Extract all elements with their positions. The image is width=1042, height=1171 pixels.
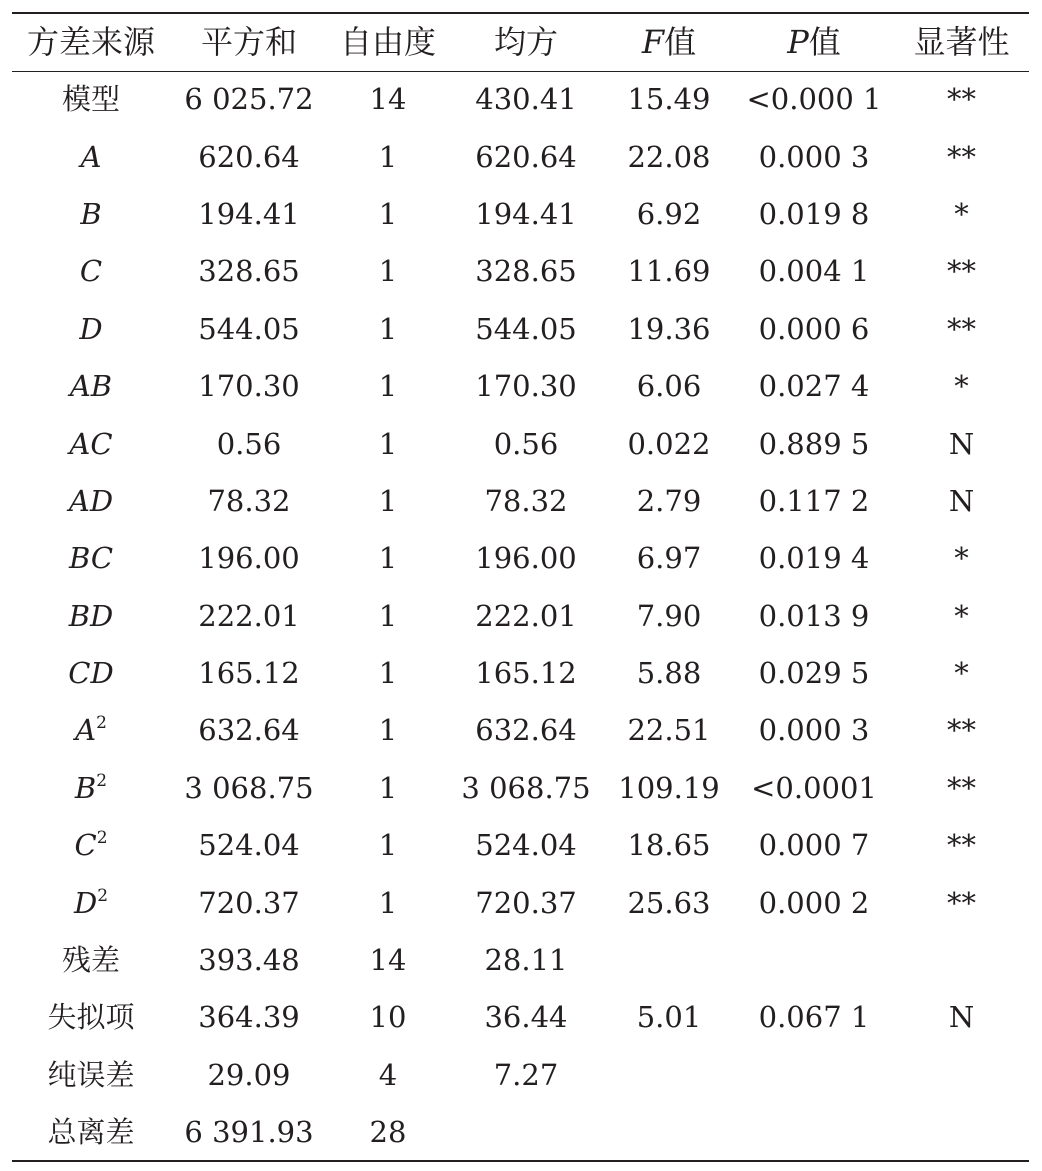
cell-variance-source	[12, 415, 170, 472]
cell-sum-of-squares: 194.41	[198, 196, 300, 231]
header-variable: P	[787, 23, 809, 62]
cell-variance-source	[12, 530, 170, 587]
header-f-value	[604, 13, 734, 71]
cell-significance: *	[954, 369, 969, 404]
cell-variance-source	[12, 128, 170, 185]
anova-table	[12, 12, 1029, 1162]
cell-f-value: 22.51	[627, 713, 711, 748]
cell-mean-square: 632.64	[475, 713, 577, 748]
cell-significance: **	[947, 139, 976, 174]
cell-degrees-of-freedom: 1	[378, 369, 398, 404]
cell-degrees-of-freedom: 1	[378, 828, 398, 863]
cell-mean-square: 28.11	[484, 943, 568, 978]
cell-sum-of-squares: 620.64	[198, 139, 300, 174]
table-row	[12, 874, 1029, 931]
source-variable: A	[80, 139, 102, 174]
table-row	[12, 760, 1029, 817]
cell-mean-square: 430.41	[475, 82, 577, 117]
header-sum-of-squares	[170, 13, 328, 71]
cell-sum-of-squares: 0.56	[216, 426, 282, 461]
cell-p-value: 0.019 8	[758, 196, 870, 231]
cell-mean-square: 524.04	[475, 828, 577, 863]
cell-p-value: 0.000 3	[758, 139, 870, 174]
cell-variance-source	[12, 473, 170, 530]
cell-degrees-of-freedom: 1	[378, 770, 398, 805]
cell-degrees-of-freedom: 1	[378, 541, 398, 576]
cell-degrees-of-freedom: 1	[378, 598, 398, 633]
source-variable: C	[74, 828, 97, 863]
cell-mean-square: 196.00	[475, 541, 577, 576]
cell-significance: **	[947, 828, 976, 863]
cell-f-value: 2.79	[636, 483, 702, 518]
table-row	[12, 1104, 1029, 1161]
cell-mean-square: 78.32	[484, 483, 568, 518]
source-variable: CD	[68, 656, 114, 691]
cell-p-value: 0.029 5	[758, 656, 870, 691]
table-row	[12, 702, 1029, 759]
header-mean-square	[448, 13, 604, 71]
source-variable: C	[79, 254, 103, 289]
table-row	[12, 415, 1029, 472]
cell-p-value: 0.000 2	[758, 885, 870, 920]
source-label: 模型	[61, 82, 120, 117]
table-row	[12, 358, 1029, 415]
source-label: 纯误差	[47, 1057, 135, 1092]
cell-f-value: 19.36	[627, 311, 711, 346]
cell-mean-square: 620.64	[475, 139, 577, 174]
cell-sum-of-squares: 29.09	[207, 1057, 291, 1092]
cell-sum-of-squares: 393.48	[198, 943, 300, 978]
cell-variance-source	[12, 817, 170, 874]
cell-degrees-of-freedom: 28	[369, 1114, 407, 1149]
source-variable: BD	[68, 598, 114, 633]
cell-f-value: 5.01	[636, 1000, 702, 1035]
cell-f-value: 18.65	[627, 828, 711, 863]
cell-f-value: 22.08	[627, 139, 711, 174]
header-text: 方差来源	[26, 23, 155, 62]
cell-p-value: <0.0001	[751, 770, 877, 805]
cell-p-value: 0.013 9	[758, 598, 870, 633]
cell-variance-source	[12, 702, 170, 759]
cell-sum-of-squares: 632.64	[198, 713, 300, 748]
cell-degrees-of-freedom: 1	[378, 139, 398, 174]
cell-variance-source	[12, 358, 170, 415]
cell-significance: **	[947, 254, 976, 289]
cell-significance: **	[947, 311, 976, 346]
cell-mean-square	[448, 1104, 604, 1161]
cell-p-value	[734, 1104, 894, 1161]
cell-mean-square: 544.05	[475, 311, 577, 346]
source-exponent: 2	[96, 713, 107, 734]
cell-mean-square: 170.30	[475, 369, 577, 404]
source-variable: D	[79, 311, 103, 346]
cell-significance: **	[947, 82, 976, 117]
source-label: 失拟项	[47, 1000, 135, 1035]
cell-degrees-of-freedom: 1	[378, 483, 398, 518]
header-row	[12, 13, 1029, 71]
cell-f-value: 6.97	[636, 541, 702, 576]
cell-mean-square: 3 068.75	[461, 770, 591, 805]
header-variable: F	[641, 23, 665, 62]
header-suffix: 值	[664, 23, 697, 62]
cell-p-value: 0.000 7	[758, 828, 870, 863]
header-suffix: 值	[808, 23, 841, 62]
cell-degrees-of-freedom: 4	[378, 1057, 398, 1092]
source-exponent: 2	[96, 770, 108, 791]
cell-p-value: 0.000 6	[758, 311, 870, 346]
header-significance	[894, 13, 1029, 71]
cell-significance: **	[947, 770, 976, 805]
table-row	[12, 186, 1029, 243]
source-variable: AB	[69, 369, 113, 404]
cell-f-value: 7.90	[636, 598, 702, 633]
cell-variance-source	[12, 645, 170, 702]
cell-p-value	[734, 932, 894, 989]
cell-p-value: 0.000 3	[758, 713, 870, 748]
source-label: 残差	[61, 943, 120, 978]
header-text: 均方	[493, 23, 558, 62]
table-row	[12, 817, 1029, 874]
source-variable: A	[75, 713, 97, 748]
cell-variance-source	[12, 71, 170, 128]
cell-significance: N	[948, 1000, 975, 1035]
cell-p-value: 0.117 2	[758, 483, 870, 518]
source-variable: B	[80, 196, 102, 231]
cell-variance-source	[12, 1047, 170, 1104]
cell-sum-of-squares: 3 068.75	[184, 770, 314, 805]
cell-significance: *	[954, 196, 969, 231]
cell-f-value: 11.69	[627, 254, 711, 289]
cell-sum-of-squares: 170.30	[198, 369, 300, 404]
cell-degrees-of-freedom: 1	[378, 254, 398, 289]
header-variance-source	[12, 13, 170, 71]
cell-mean-square: 194.41	[475, 196, 577, 231]
cell-degrees-of-freedom: 1	[378, 656, 398, 691]
cell-significance: *	[954, 656, 969, 691]
cell-mean-square: 0.56	[493, 426, 559, 461]
cell-variance-source	[12, 588, 170, 645]
cell-sum-of-squares: 78.32	[207, 483, 291, 518]
cell-degrees-of-freedom: 1	[378, 426, 398, 461]
cell-p-value: 0.067 1	[758, 1000, 870, 1035]
table-row	[12, 301, 1029, 358]
cell-p-value: 0.889 5	[758, 426, 870, 461]
cell-significance	[894, 1047, 1029, 1104]
source-exponent: 2	[97, 885, 109, 906]
table-row	[12, 243, 1029, 300]
cell-significance	[894, 1104, 1029, 1161]
table-row	[12, 473, 1029, 530]
cell-f-value: 6.92	[636, 196, 702, 231]
header-text: 自由度	[339, 23, 436, 62]
cell-p-value: 0.004 1	[758, 254, 870, 289]
cell-degrees-of-freedom: 14	[369, 82, 407, 117]
cell-sum-of-squares: 6 025.72	[184, 82, 314, 117]
cell-degrees-of-freedom: 1	[378, 713, 398, 748]
cell-degrees-of-freedom: 1	[378, 311, 398, 346]
header-p-value	[734, 13, 894, 71]
cell-degrees-of-freedom: 10	[369, 1000, 407, 1035]
cell-f-value: 109.19	[618, 770, 720, 805]
table-row	[12, 1047, 1029, 1104]
source-variable: BC	[68, 541, 114, 576]
cell-degrees-of-freedom: 1	[378, 196, 398, 231]
cell-significance: N	[948, 426, 975, 461]
cell-variance-source	[12, 760, 170, 817]
cell-sum-of-squares: 720.37	[198, 885, 300, 920]
table-row	[12, 645, 1029, 702]
cell-degrees-of-freedom: 1	[378, 885, 398, 920]
table-row	[12, 932, 1029, 989]
cell-significance: **	[947, 885, 976, 920]
table-body	[12, 71, 1029, 1161]
cell-sum-of-squares: 544.05	[198, 311, 300, 346]
cell-f-value	[604, 1104, 734, 1161]
cell-sum-of-squares: 524.04	[198, 828, 300, 863]
cell-sum-of-squares: 6 391.93	[184, 1114, 314, 1149]
cell-mean-square: 7.27	[493, 1057, 559, 1092]
cell-f-value: 6.06	[636, 369, 702, 404]
cell-significance: **	[947, 713, 976, 748]
cell-sum-of-squares: 222.01	[198, 598, 300, 633]
cell-significance: *	[954, 541, 969, 576]
source-variable: D	[73, 885, 98, 920]
cell-variance-source	[12, 1104, 170, 1161]
source-label: 总离差	[47, 1114, 135, 1149]
cell-variance-source	[12, 186, 170, 243]
cell-significance	[894, 932, 1029, 989]
header-text: 平方和	[200, 23, 297, 62]
cell-variance-source	[12, 932, 170, 989]
table-row	[12, 128, 1029, 185]
cell-sum-of-squares: 328.65	[198, 254, 300, 289]
cell-variance-source	[12, 301, 170, 358]
cell-mean-square: 36.44	[484, 1000, 568, 1035]
table-row	[12, 989, 1029, 1046]
cell-f-value: 5.88	[636, 656, 702, 691]
cell-significance: N	[948, 483, 975, 518]
header-degrees-of-freedom	[328, 13, 448, 71]
cell-mean-square: 720.37	[475, 885, 577, 920]
cell-p-value: 0.019 4	[758, 541, 870, 576]
cell-sum-of-squares: 196.00	[198, 541, 300, 576]
source-variable: B	[74, 770, 97, 805]
cell-mean-square: 165.12	[475, 656, 577, 691]
table-row	[12, 71, 1029, 128]
cell-f-value: 15.49	[627, 82, 711, 117]
cell-degrees-of-freedom: 14	[369, 943, 407, 978]
cell-f-value	[604, 932, 734, 989]
cell-variance-source	[12, 989, 170, 1046]
cell-variance-source	[12, 874, 170, 931]
cell-f-value: 0.022	[627, 426, 711, 461]
header-text: 显著性	[913, 23, 1010, 62]
source-variable: AD	[68, 483, 114, 518]
cell-p-value: 0.027 4	[758, 369, 870, 404]
cell-sum-of-squares: 165.12	[198, 656, 300, 691]
cell-f-value: 25.63	[627, 885, 711, 920]
cell-sum-of-squares: 364.39	[198, 1000, 300, 1035]
cell-variance-source	[12, 243, 170, 300]
cell-mean-square: 222.01	[475, 598, 577, 633]
cell-f-value	[604, 1047, 734, 1104]
source-exponent: 2	[96, 828, 108, 849]
cell-p-value	[734, 1047, 894, 1104]
table-row	[12, 588, 1029, 645]
table-row	[12, 530, 1029, 587]
cell-p-value: <0.000 1	[746, 82, 882, 117]
cell-significance: *	[954, 598, 969, 633]
cell-mean-square: 328.65	[475, 254, 577, 289]
source-variable: AC	[69, 426, 113, 461]
